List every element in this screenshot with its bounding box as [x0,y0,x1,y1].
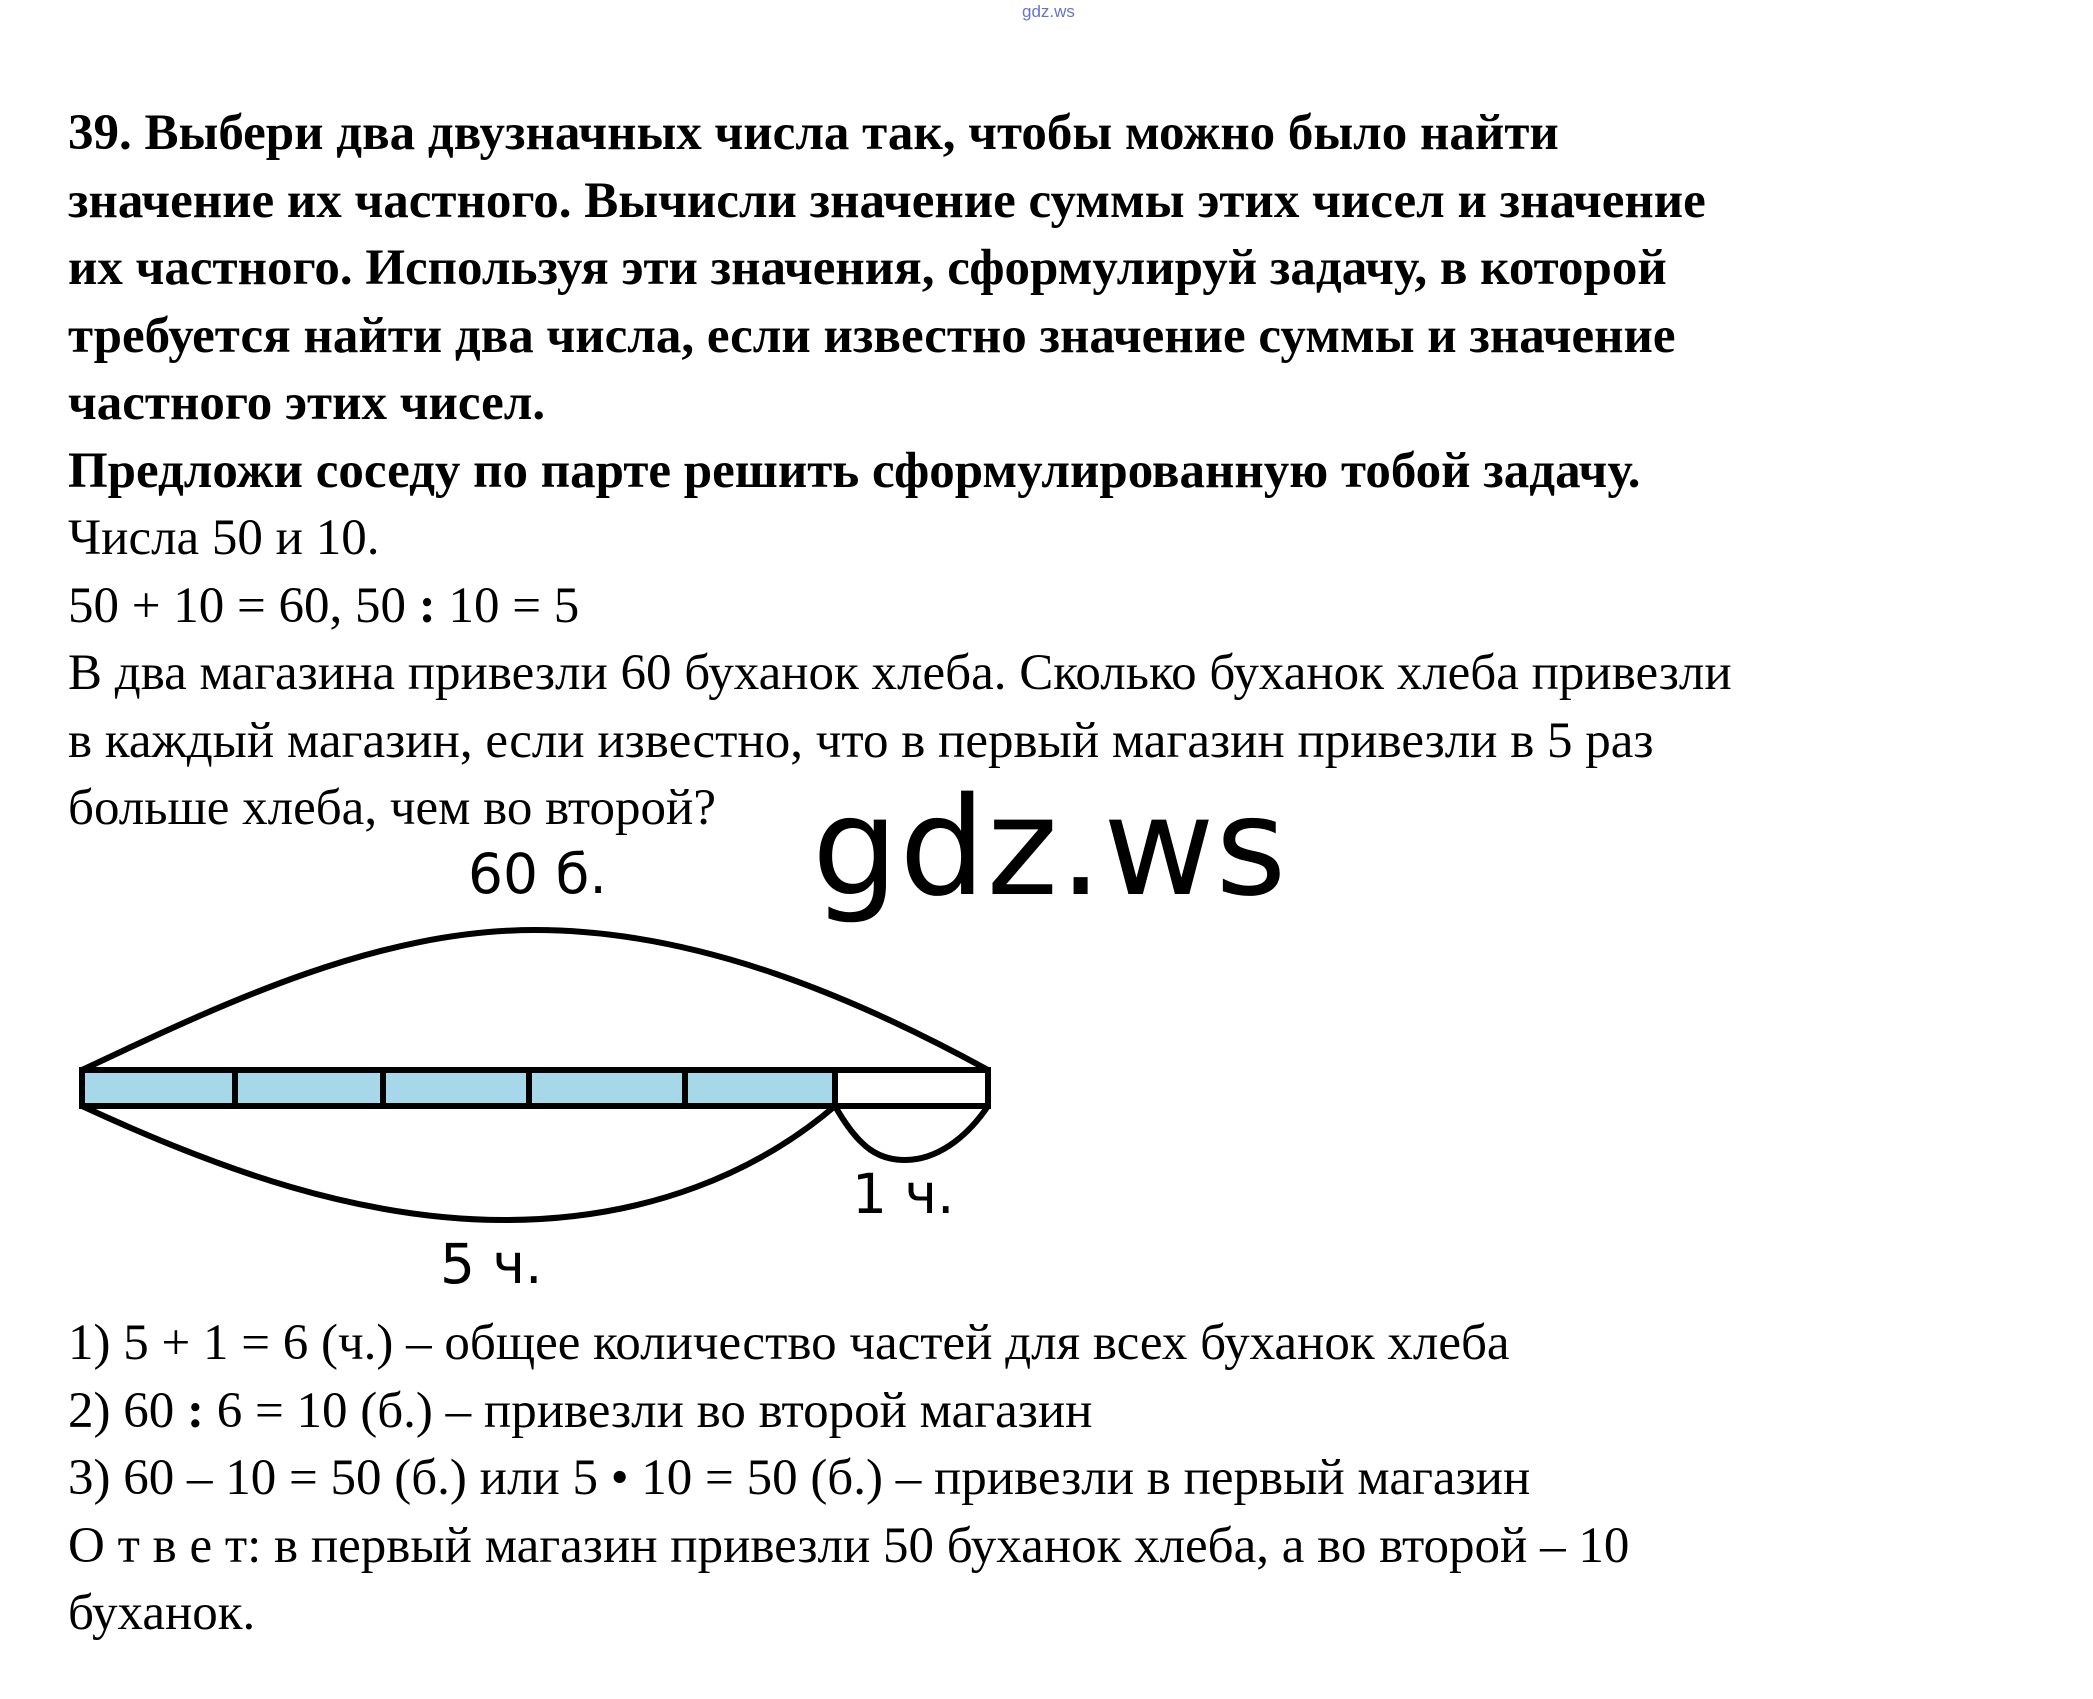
step-1: 1) 5 + 1 = 6 (ч.) – общее количество частей для всех буханок хлеба [68,1315,1510,1371]
bar-part-6 [835,1070,988,1106]
site-watermark: gdz.ws [812,769,1288,927]
task-line-2: значение их частного. Вычисли значение суммы этих чисел и значение [68,172,1706,229]
bar-part-3 [383,1070,529,1106]
problem-line-3: больше хлеба, чем во второй? [68,780,716,836]
solution-steps [68,1310,2068,1648]
task-line-5: частного этих чисел. [68,375,546,431]
task-line-1: 39. Выбери два двузначных числа так, чтобы можно было найти [68,105,1559,161]
answer-line-1: О т в е т: в первый магазин привезли 50 буханок хлеба, а во второй – 10 [68,1517,1630,1574]
answer-line-2: буханок. [68,1585,256,1641]
one-part-arc [835,1106,988,1160]
problem-line-1: В два магазина привезли 60 буханок хлеба. Сколько буханок хлеба привезли [68,645,1732,701]
bar-part-4 [529,1070,685,1106]
header-watermark: gdz.ws [1022,2,1075,21]
chosen-numbers: Числа 50 и 10. [68,510,380,566]
computation-line: 50 + 10 = 60, 50 : 10 = 5 [68,577,580,634]
bar-part-1 [82,1070,235,1106]
task-line-3: их частного. Используя эти значения, сформулируй задачу, в которой [68,240,1667,296]
step-2: 2) 60 : 6 = 10 (б.) – привезли во второй магазин [68,1382,1093,1439]
segment-bar [82,1070,988,1106]
bar-part-2 [235,1070,383,1106]
problem-line-2: в каждый магазин, если известно, что в первый магазин привезли в 5 раз [68,712,1654,769]
big-part-label: 5 ч. [440,1232,543,1296]
task-line-6: Предложи соседу по парте решить сформулированную тобой задачу. [68,442,1641,499]
total-label: 60 б. [468,842,607,906]
step-3: 3) 60 – 10 = 50 (б.) или 5 • 10 = 50 (б.) – привезли в первый магазин [68,1450,1531,1506]
total-arc [82,930,988,1070]
task-line-4: требуется найти два числа, если известно значение суммы и значение [68,307,1676,364]
bar-part-5 [685,1070,835,1106]
task-statement [68,100,2058,505]
five-parts-arc [82,1106,835,1220]
small-part-label: 1 ч. [852,1162,955,1226]
